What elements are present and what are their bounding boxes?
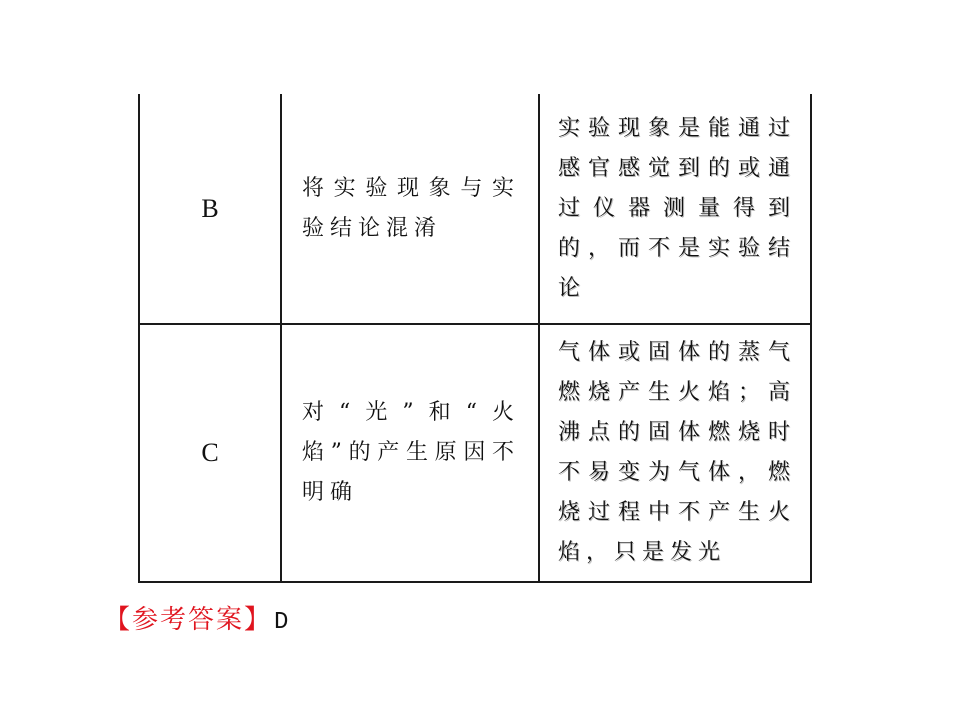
reference-answer-value: D [274, 609, 289, 636]
error-description-cell: 对“光”和“火焰”的产生原因不明确 [281, 324, 539, 582]
error-description-cell: 将实验现象与实验结论混淆 [281, 94, 539, 324]
option-cell: B [139, 94, 281, 324]
table-row-c [139, 324, 811, 582]
explanation-cell: 气体或固体的蒸气燃烧产生火焰；高沸点的固体燃烧时不易变为气体，燃烧过程中不产生火焰，只是发光 [539, 324, 811, 582]
analysis-table [138, 94, 812, 583]
reference-answer [104, 602, 288, 641]
analysis-table-container [138, 94, 810, 582]
explanation-cell: 实验现象是能通过感官感觉到的或通过仪器测量得到的，而不是实验结论 [539, 94, 811, 324]
option-cell: C [139, 324, 281, 582]
reference-answer-label: 【参考答案】 [104, 605, 273, 635]
table-row-b [139, 94, 811, 324]
